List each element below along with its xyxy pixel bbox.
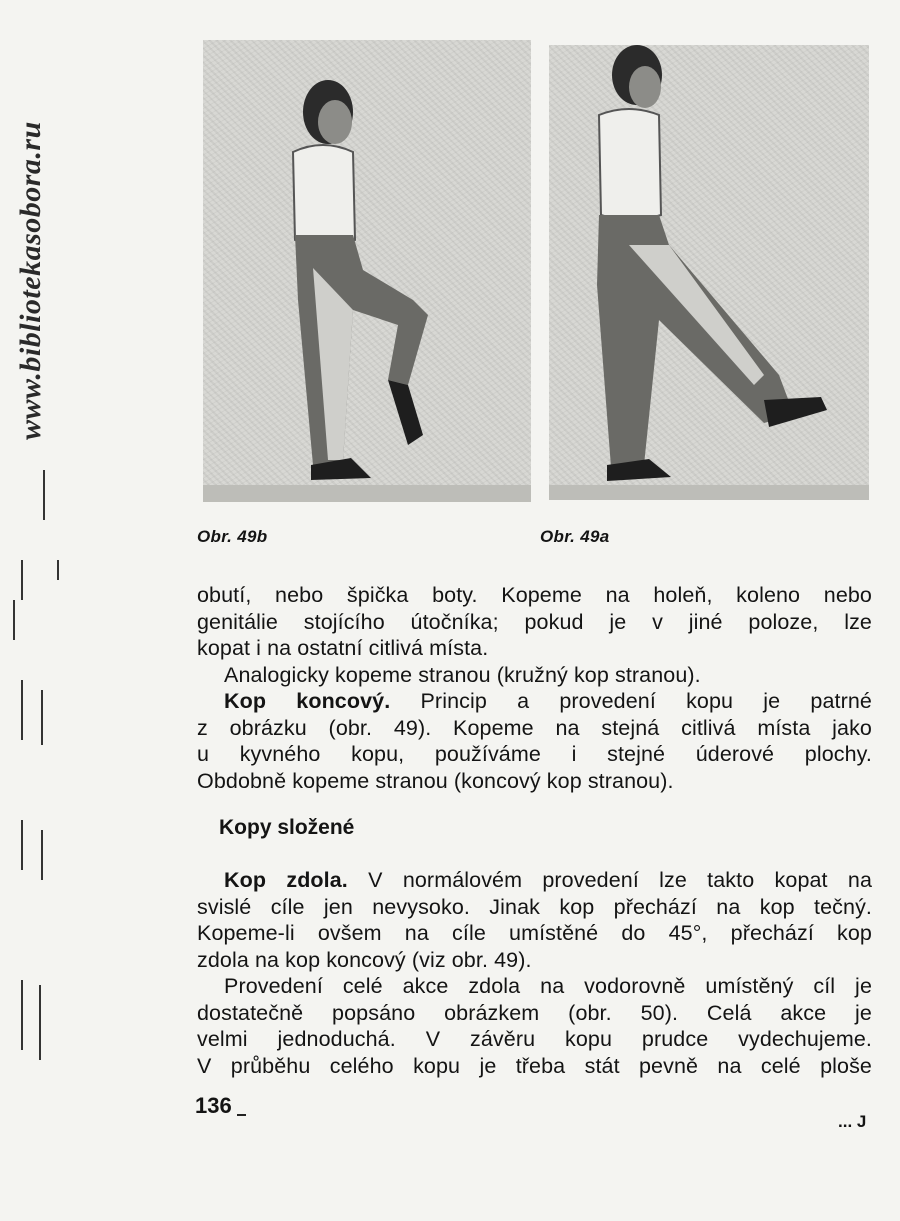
caption-figure-49a: Obr. 49a <box>540 527 610 546</box>
text-line: V průběhu celého kopu je třeba stát pevně na celé ploše <box>197 1053 872 1078</box>
body-text-block-1 <box>197 582 872 794</box>
text-line: velmi jednoduchá. V závěru kopu prudce vydechujeme. <box>197 1027 872 1051</box>
term-kop-koncovy: Kop koncový. <box>224 689 391 713</box>
text-line: Kop zdola. V normálovém provedení lze takto kopat na <box>224 868 872 892</box>
section-heading: Kopy složené <box>219 816 355 839</box>
photo-figure-49a <box>549 45 869 500</box>
caption-figure-49b: Obr. 49b <box>197 527 268 546</box>
text-line: Analogicky kopeme stranou (kružný kop stranou). <box>224 662 701 687</box>
figure-bent-knee-kick-photo <box>203 40 531 502</box>
text-line: genitálie stojícího útočníka; pokud je v jiné poloze, lze <box>197 609 872 634</box>
text-line: Obdobně kopeme stranou (koncový kop stranou). <box>197 768 674 793</box>
text-line: kopat i na ostatní citlivá místa. <box>197 636 489 660</box>
photo-figure-49b <box>203 40 531 502</box>
page-number: 136 <box>195 1093 232 1118</box>
figure-extended-leg-kick-photo <box>549 45 869 500</box>
body-text-block-2 <box>197 867 872 1079</box>
text-line: svislé cíle jen nevysoko. Jinak kop přechází na kop tečný. <box>197 894 872 919</box>
text-line: Kop koncový. Princip a provedení kopu je patrné <box>224 689 872 713</box>
text-line: dostatečně popsáno obrázkem (obr. 50). Celá akce je <box>197 1000 872 1025</box>
text-line: zdola na kop koncový (viz obr. 49). <box>197 947 532 972</box>
page-number-mark <box>237 1114 246 1116</box>
corner-mark: ... J <box>838 1112 867 1131</box>
term-kop-zdola: Kop zdola. <box>224 868 348 892</box>
text-line: obutí, nebo špička boty. Kopeme na holeň, koleno nebo <box>197 583 872 607</box>
watermark-url: www.bibliotekasobora.ru <box>14 121 47 440</box>
text-line: u kyvného kopu, používáme i stejné úderové plochy. <box>197 742 872 766</box>
text-line: z obrázku (obr. 49). Kopeme na stejná citlivá místa jako <box>197 715 872 740</box>
text-line: Provedení celé akce zdola na vodorovně umístěný cíl je <box>224 974 872 998</box>
text-line: Kopeme-li ovšem na cíle umístěné do 45°, přechází kop <box>197 921 872 945</box>
